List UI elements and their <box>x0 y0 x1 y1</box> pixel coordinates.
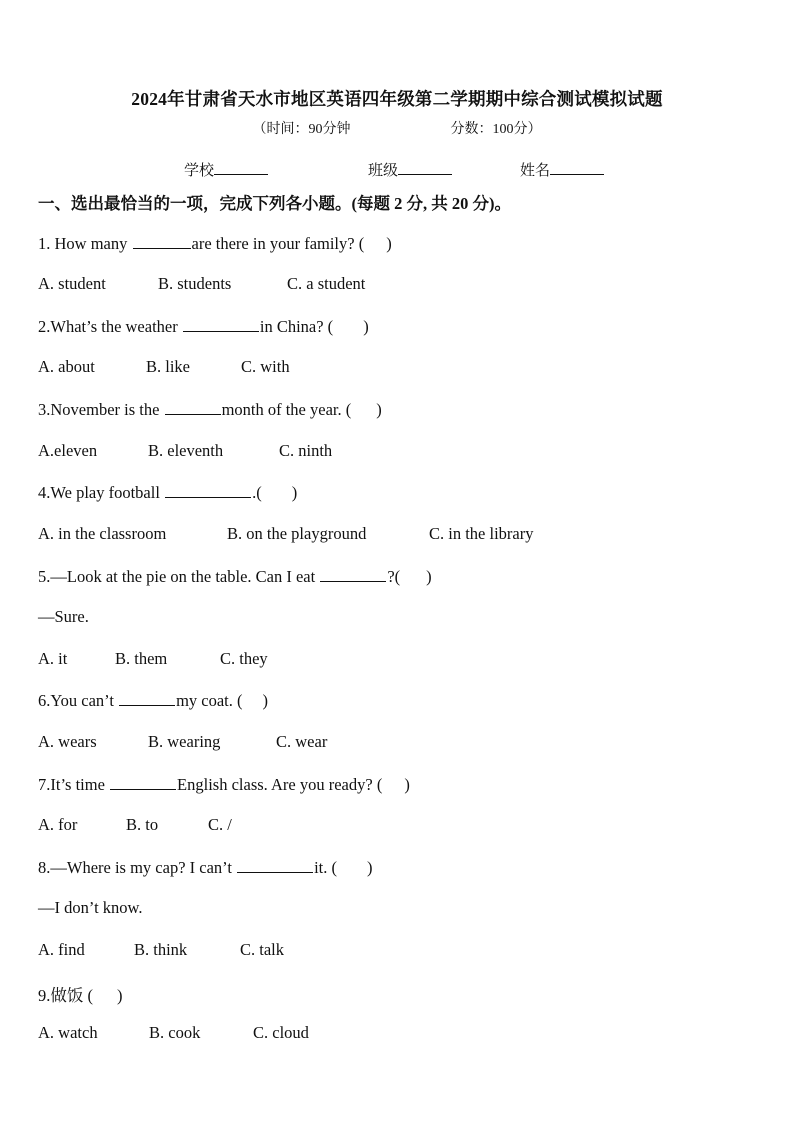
answer-blank[interactable] <box>165 399 221 415</box>
question-text: ) <box>363 317 369 336</box>
school-label: 学校 <box>184 163 215 179</box>
option-a[interactable]: A.eleven <box>38 441 98 460</box>
option-c[interactable]: C. wear <box>276 732 328 751</box>
option-b[interactable]: B. think <box>134 940 188 959</box>
answer-blank[interactable] <box>183 316 259 332</box>
question-3-options <box>38 441 332 461</box>
name-field[interactable] <box>520 159 604 180</box>
school-blank[interactable] <box>214 160 268 175</box>
question-2 <box>38 316 369 337</box>
option-a[interactable]: A. for <box>38 815 78 834</box>
question-text: month of the year. ( <box>221 400 352 419</box>
exam-title: 2024年甘肃省天水市地区英语四年级第二学期期中综合测试模拟试题 <box>131 89 663 109</box>
question-text: 7.It’s time <box>38 775 110 794</box>
question-1 <box>38 233 392 254</box>
question-5-options <box>38 649 268 669</box>
question-4-options <box>38 524 533 544</box>
option-b[interactable]: B. students <box>158 274 232 293</box>
question-text: 6.You can’t <box>38 691 119 710</box>
option-c[interactable]: C. a student <box>287 274 366 293</box>
name-blank[interactable] <box>550 160 604 175</box>
option-a[interactable]: A. about <box>38 357 95 376</box>
question-8-reply: —I don’t know. <box>38 898 143 917</box>
question-text: 9.做饭 ( <box>38 986 93 1005</box>
question-6 <box>38 690 268 711</box>
question-text: ) <box>117 986 123 1005</box>
question-7 <box>38 774 410 795</box>
question-4 <box>38 482 297 503</box>
question-text: ) <box>426 567 432 586</box>
option-c[interactable]: C. in the library <box>429 524 534 543</box>
question-text: ) <box>367 858 373 877</box>
option-b[interactable]: B. wearing <box>148 732 221 751</box>
exam-subtitle <box>0 118 794 138</box>
question-text: 8.—Where is my cap? I can’t <box>38 858 237 877</box>
question-5 <box>38 566 432 587</box>
question-6-options <box>38 732 327 752</box>
exam-score: 分数：100分） <box>450 122 542 137</box>
question-7-options <box>38 815 232 835</box>
option-c[interactable]: C. cloud <box>253 1023 309 1042</box>
answer-blank[interactable] <box>237 857 313 873</box>
question-text: in China? ( <box>259 317 334 336</box>
option-a[interactable]: A. wears <box>38 732 97 751</box>
option-a[interactable]: A. in the classroom <box>38 524 167 543</box>
question-9 <box>38 982 123 1006</box>
question-text: .( <box>252 483 262 502</box>
name-label: 姓名 <box>520 163 551 179</box>
question-text: English class. Are you ready? ( <box>177 775 383 794</box>
question-text: ?( <box>387 567 401 586</box>
question-1-options <box>38 274 365 294</box>
question-text: ) <box>404 775 410 794</box>
option-a[interactable]: A. find <box>38 940 85 959</box>
question-text: ) <box>386 234 392 253</box>
question-text: 2.What’s the weather <box>38 317 182 336</box>
question-text: 1. How many <box>38 234 132 253</box>
question-9-options <box>38 1023 309 1043</box>
class-field[interactable] <box>368 159 452 180</box>
class-label: 班级 <box>368 163 399 179</box>
option-a[interactable]: A. student <box>38 274 106 293</box>
question-text: 5.—Look at the pie on the table. Can I eat <box>38 567 320 586</box>
school-field[interactable] <box>184 159 268 180</box>
option-a[interactable]: A. it <box>38 649 68 668</box>
option-c[interactable]: C. ninth <box>279 441 333 460</box>
option-c[interactable]: C. with <box>241 357 290 376</box>
question-text: 3.November is the <box>38 400 164 419</box>
question-text: ) <box>291 483 298 502</box>
question-text: ) <box>262 691 269 710</box>
answer-blank[interactable] <box>133 233 191 249</box>
question-text: ) <box>376 400 382 419</box>
class-blank[interactable] <box>398 160 452 175</box>
option-b[interactable]: B. them <box>115 649 168 668</box>
option-b[interactable]: B. eleventh <box>148 441 224 460</box>
question-text: 4.We play football <box>38 483 165 502</box>
question-5-reply: —Sure. <box>38 607 89 626</box>
question-8-options <box>38 940 284 960</box>
option-c[interactable]: C. talk <box>240 940 284 959</box>
option-b[interactable]: B. on the playground <box>227 524 367 543</box>
question-text: are there in your family? ( <box>191 234 365 253</box>
option-a[interactable]: A. watch <box>38 1023 98 1042</box>
answer-blank[interactable] <box>119 690 175 706</box>
option-c[interactable]: C. / <box>208 815 232 834</box>
answer-blank[interactable] <box>165 482 251 498</box>
question-2-options <box>38 357 290 377</box>
option-b[interactable]: B. cook <box>149 1023 201 1042</box>
option-b[interactable]: B. to <box>126 815 159 834</box>
option-c[interactable]: C. they <box>220 649 268 668</box>
question-text: my coat. ( <box>176 691 243 710</box>
exam-time: （时间：90分钟 <box>252 122 351 137</box>
answer-blank[interactable] <box>110 774 176 790</box>
question-text: it. ( <box>314 858 337 877</box>
answer-blank[interactable] <box>320 566 386 582</box>
option-b[interactable]: B. like <box>146 357 190 376</box>
question-3 <box>38 399 382 420</box>
section-1-heading: 一、选出最恰当的一项，完成下列各小题。(每题 2 分, 共 20 分)。 <box>38 194 511 213</box>
question-8 <box>38 857 373 878</box>
